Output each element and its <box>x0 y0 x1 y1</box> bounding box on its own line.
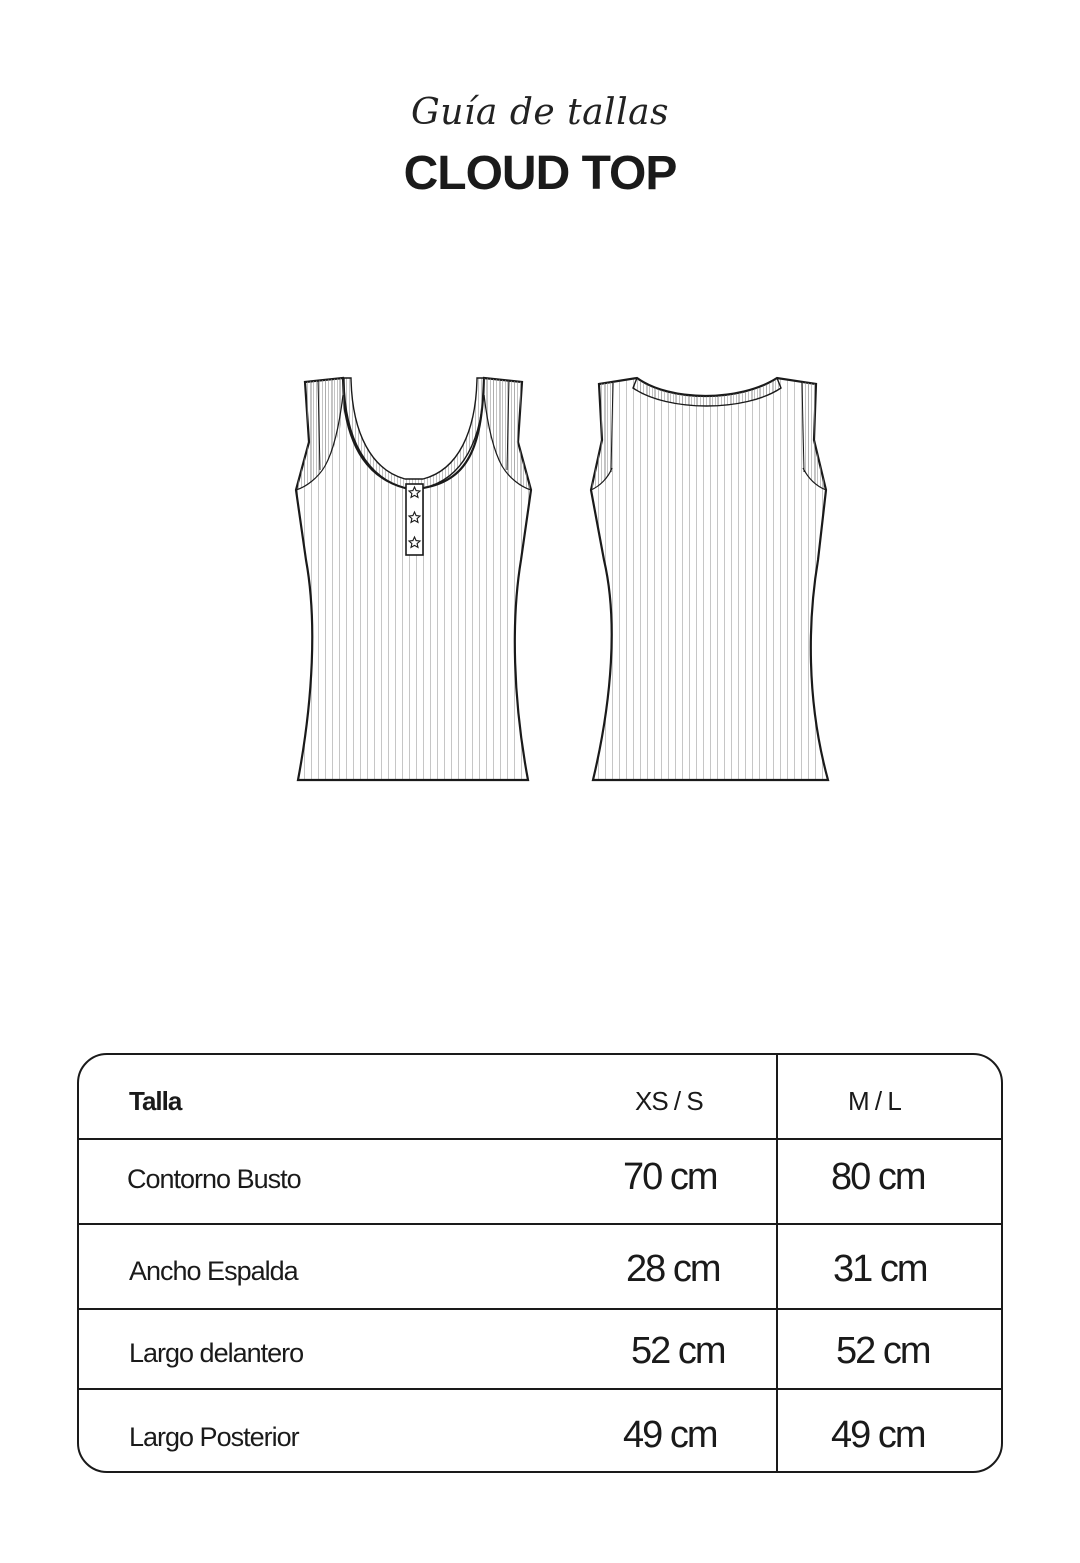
header-m-l: M / L <box>848 1086 901 1116</box>
garment-illustrations <box>0 360 1080 800</box>
row-label-largo-delantero: Largo delantero <box>129 1338 304 1368</box>
value-contorno-busto-m-l: 80 cm <box>831 1156 925 1198</box>
value-largo-posterior-xs-s: 49 cm <box>623 1414 717 1456</box>
header-xs-s: XS / S <box>635 1086 703 1116</box>
row-label-contorno-busto: Contorno Busto <box>127 1164 301 1194</box>
row-divider <box>79 1138 1001 1140</box>
row-divider <box>79 1223 1001 1225</box>
size-table <box>77 1053 1003 1473</box>
product-title: CLOUD TOP <box>403 147 677 200</box>
row-divider <box>79 1308 1001 1310</box>
row-divider <box>79 1388 1001 1390</box>
value-ancho-espalda-m-l: 31 cm <box>833 1248 927 1290</box>
value-contorno-busto-xs-s: 70 cm <box>623 1156 717 1198</box>
tank-top-back-icon <box>591 378 828 780</box>
size-guide-subtitle: Guía de tallas <box>410 92 670 133</box>
value-largo-delantero-m-l: 52 cm <box>836 1330 930 1372</box>
header-talla: Talla <box>129 1086 182 1116</box>
value-ancho-espalda-xs-s: 28 cm <box>626 1248 720 1290</box>
value-largo-posterior-m-l: 49 cm <box>831 1414 925 1456</box>
row-label-largo-posterior: Largo Posterior <box>129 1422 299 1452</box>
row-label-ancho-espalda: Ancho Espalda <box>129 1256 298 1286</box>
column-divider <box>776 1055 778 1471</box>
tank-top-front-icon <box>296 378 531 780</box>
value-largo-delantero-xs-s: 52 cm <box>631 1330 725 1372</box>
